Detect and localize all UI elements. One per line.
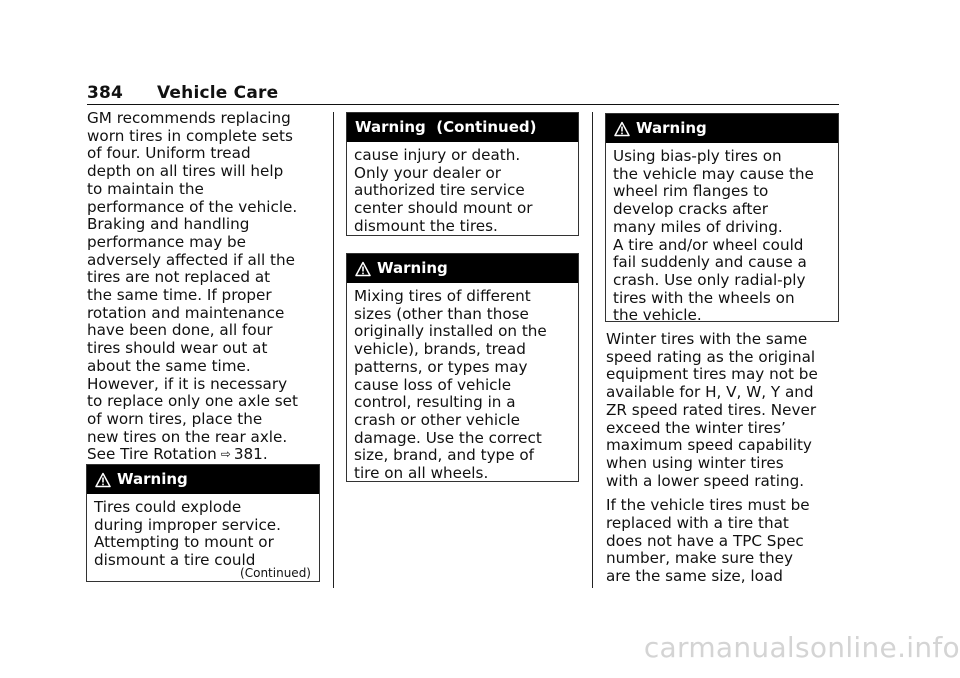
text-line: damage. Use the correct — [354, 428, 542, 447]
text-line: when using winter tires — [606, 453, 784, 472]
text-line: fail suddenly and cause a — [613, 253, 807, 272]
text-line: dismount a tire could — [94, 551, 256, 570]
warning-title: Warning — [117, 470, 188, 488]
column-3-text — [606, 331, 842, 586]
text-line: sizes (other than those — [354, 304, 529, 323]
text-line: ZR speed rated tires. Never — [606, 400, 817, 419]
text-line: depth on all tires will help — [87, 162, 284, 181]
text-line: the vehicle may cause the — [613, 164, 814, 183]
warning-header — [347, 254, 578, 283]
warning-box-bias-ply — [605, 113, 839, 325]
warning-box-mixing-tires — [346, 253, 579, 482]
warning-triangle-icon — [95, 472, 111, 488]
text-line: center should mount or — [354, 199, 533, 218]
text-line: vehicle), brands, tread — [354, 340, 526, 359]
text-line: patterns, or types may — [354, 357, 528, 376]
page-header — [87, 82, 839, 105]
warning-body — [347, 283, 578, 483]
warning-body — [87, 494, 319, 570]
text-line: replaced with a tire that — [606, 514, 789, 533]
text-line: available for H, V, W, Y and — [606, 383, 814, 402]
warning-triangle-icon — [614, 121, 630, 137]
text-line: of four. Uniform tread — [87, 144, 251, 163]
warning-body — [606, 143, 838, 325]
continued-note: (Continued) — [240, 566, 311, 580]
warning-header — [606, 114, 838, 143]
watermark-text: carmanualsonline.info — [643, 631, 960, 664]
text-line: equipment tires may not be — [606, 365, 818, 384]
text-line: Only your dealer or — [354, 163, 502, 182]
text-line: Using bias-ply tires on — [613, 147, 782, 165]
text-line: tires are not replaced at — [87, 268, 271, 287]
text-line: cause injury or death. — [354, 146, 521, 164]
page-reference-arrow-icon: ⇨ — [220, 447, 231, 462]
text-line: tires should wear out at — [87, 339, 268, 358]
text-line: worn tires in complete sets — [87, 126, 293, 145]
text-line: wheel rim flanges to — [613, 182, 769, 201]
text-line: crash. Use only radial-ply — [613, 270, 806, 289]
column-divider-right — [592, 112, 593, 588]
text-line: crash or other vehicle — [354, 410, 521, 429]
text-line: rotation and maintenance — [87, 303, 285, 322]
text-line: originally installed on the — [354, 322, 547, 341]
text-line: However, if it is necessary — [87, 374, 288, 393]
tpc-spec-paragraph — [606, 497, 842, 586]
text-line: Mixing tires of different — [354, 287, 531, 305]
text-line: to maintain the — [87, 179, 204, 198]
section-title: Vehicle Care — [157, 83, 279, 103]
text-line: authorized tire service — [354, 181, 525, 200]
see-reference-text: See Tire Rotation — [87, 445, 217, 464]
text-line: Tires could explode — [94, 498, 242, 516]
warning-triangle-icon — [355, 261, 371, 277]
warning-title: Warning — [377, 259, 448, 277]
text-line: during improper service. — [94, 515, 281, 534]
text-line: cause loss of vehicle — [354, 375, 512, 394]
text-line: of worn tires, place the — [87, 409, 263, 428]
text-line: the vehicle. — [613, 306, 702, 325]
text-line: dismount the tires. — [354, 216, 498, 235]
text-line: have been done, all four — [87, 321, 273, 340]
text-line: performance may be — [87, 232, 246, 251]
text-line — [87, 446, 322, 465]
warning-continued-title: Warning (Continued) — [355, 118, 537, 136]
warning-title: Warning — [636, 119, 707, 137]
column-1 — [87, 110, 322, 465]
tire-replacement-paragraph — [87, 110, 322, 465]
text-line: number, make sure they — [606, 549, 793, 568]
text-line: size, brand, and type of — [354, 446, 535, 465]
text-line: tires with the wheels on — [613, 288, 795, 307]
warning-body — [347, 142, 578, 236]
text-line: speed rating as the original — [606, 347, 816, 366]
page-number: 384 — [87, 83, 124, 103]
text-line: develop cracks after — [613, 200, 769, 219]
winter-tires-paragraph — [606, 331, 842, 490]
text-line: control, resulting in a — [354, 393, 516, 412]
text-line: Winter tires with the same — [606, 330, 808, 348]
text-line: tire on all wheels. — [354, 464, 489, 483]
text-line: exceed the winter tires’ — [606, 418, 786, 437]
text-line: performance of the vehicle. — [87, 197, 298, 216]
text-line: about the same time. — [87, 356, 251, 375]
text-line: many miles of driving. — [613, 217, 783, 236]
text-line: the same time. If proper — [87, 286, 272, 305]
text-line: with a lower speed rating. — [606, 471, 805, 490]
warning-box-explode — [86, 464, 320, 582]
text-line: Braking and handling — [87, 215, 250, 234]
column-divider-left — [333, 112, 334, 588]
text-line: A tire and/or wheel could — [613, 235, 804, 254]
warning-header — [87, 465, 319, 494]
tire-rotation-page-link[interactable]: 381. — [233, 445, 268, 464]
warning-header — [347, 113, 578, 142]
text-line: maximum speed capability — [606, 436, 812, 455]
text-line: If the vehicle tires must be — [606, 496, 810, 515]
warning-box-continued — [346, 112, 579, 236]
text-line: new tires on the rear axle. — [87, 427, 288, 446]
text-line: adversely affected if all the — [87, 250, 295, 269]
text-line: to replace only one axle set — [87, 392, 298, 411]
text-line: does not have a TPC Spec — [606, 531, 804, 550]
text-line: are the same size, load — [606, 567, 783, 586]
text-line: GM recommends replacing — [87, 109, 291, 127]
text-line: Attempting to mount or — [94, 533, 274, 552]
